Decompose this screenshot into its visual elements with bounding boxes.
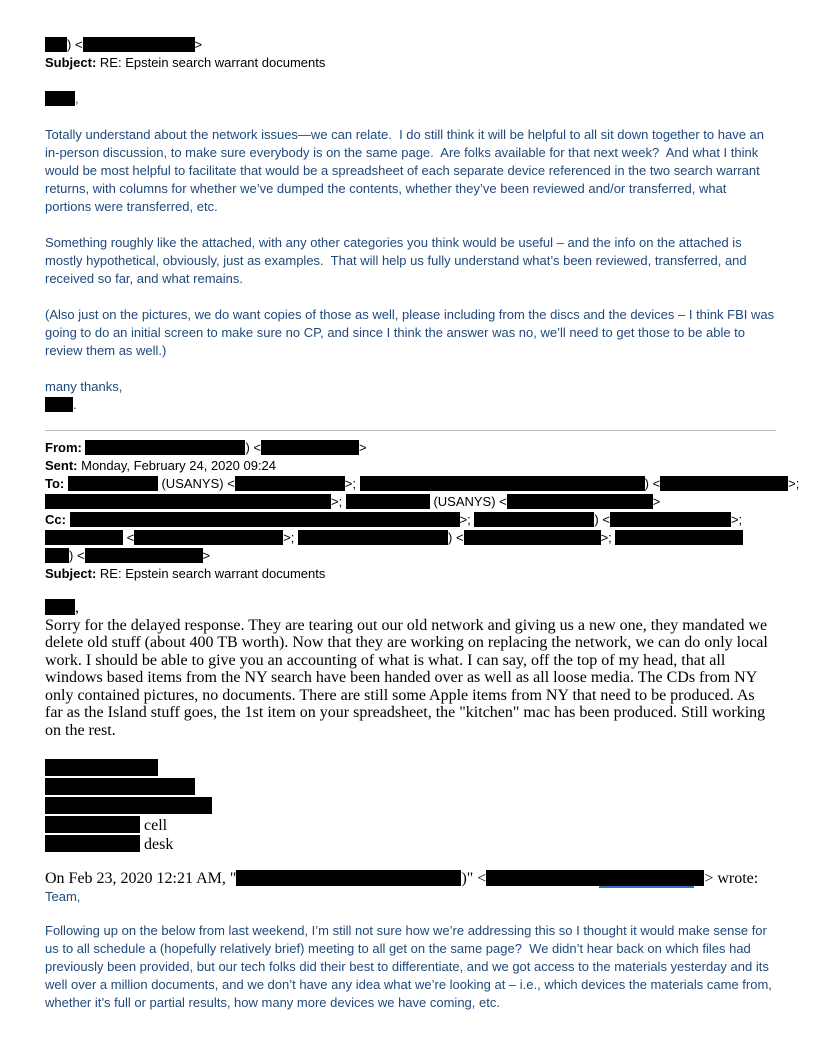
cc-label: Cc:: [45, 512, 70, 527]
signature-line: [45, 759, 776, 778]
signature-block: [45, 759, 776, 854]
text-segment: ) <: [594, 512, 610, 527]
from-label: From:: [45, 440, 86, 455]
subject-line: [45, 54, 776, 72]
quoted-paragraph: Following up on the below from last weekend, I’m still not sure how we’re addressing this so I thought it would make sense for us to all schedule a (hopefully relatively brief) meeting to all get on the same page? We didn’t hear back on which files had previously been provided, but our tech folks did their best to differentiate, and we got access to the materials yesterday and its well over a million documents, and we don’t have any idea what we’re looking at – i.e., which devices the materials came from, whether it’s full or partial results, how many more devices we have coming, etc.: [45, 922, 776, 1010]
text-segment: On Feb 23, 2020 12:21 AM, ": [45, 870, 237, 887]
message-top: [45, 90, 776, 414]
redaction-box: [45, 37, 67, 52]
redaction-box: [85, 548, 203, 563]
quoted-message: [45, 870, 776, 1012]
redaction-box: [235, 476, 345, 491]
redaction-box: [68, 476, 158, 491]
redaction-box: [134, 530, 283, 545]
cell-label: cell: [140, 817, 168, 834]
signature-line: [45, 797, 776, 816]
redaction-box: [346, 494, 430, 509]
redaction-box: [83, 37, 195, 52]
sent-value: Monday, February 24, 2020 09:24: [81, 458, 277, 473]
cc-line-1: [45, 511, 776, 529]
signature-line-desk: [45, 835, 776, 854]
redaction-box: [45, 816, 140, 833]
team-salutation: Team,: [45, 888, 81, 904]
redaction-box: [360, 476, 645, 491]
text-segment: ,: [75, 91, 79, 106]
subject-label: Subject:: [45, 566, 97, 581]
truncated-address-line: [45, 36, 776, 54]
text-segment: >: [194, 37, 203, 52]
redaction-box: [45, 797, 212, 814]
redaction-box: [610, 512, 731, 527]
redaction-box: [45, 759, 158, 776]
redaction-box: [45, 778, 195, 795]
redaction-box: [45, 494, 331, 509]
salutation-line: [45, 599, 776, 617]
paragraph-3: (Also just on the pictures, we do want copies of those as well, please including from the discs and the devices – I think FBI was going to do an initial screen to make sure no CP, and since I think the answer was no, we’ll need to get those to be able to review them as well.): [45, 307, 778, 358]
text-segment: (USANYS) <: [157, 476, 235, 491]
redaction-box: [236, 870, 461, 886]
text-segment: >;: [600, 530, 616, 545]
text-segment: )" <: [461, 870, 487, 887]
text-segment: (USANYS) <: [429, 494, 507, 509]
redaction-box: [45, 530, 123, 545]
text-segment: >;: [459, 512, 475, 527]
quote-intro-line: [45, 870, 776, 888]
redaction-box: [507, 494, 653, 509]
redaction-box: [261, 440, 359, 455]
subject-value: RE: Epstein search warrant documents: [96, 566, 326, 581]
paragraph-1: Totally understand about the network issues—we can relate. I do still think it will be helpful to all sit down together to have an in-person discussion, to make sure everybody is on the same page. Are folks available for that next week? And what I think would be most helpful to facilitate that would be a spreadsheet of each separate device referenced in the two search warrant returns, with columns for whether we’ve dumped the contents, whether they’ve been reviewed and/or transferred, what portions were transferred, etc.: [45, 127, 768, 214]
subject-label: Subject:: [45, 55, 97, 70]
redaction-box: [615, 530, 743, 545]
text-segment: >;: [730, 512, 743, 527]
desk-label: desk: [140, 836, 174, 853]
redaction-box: [45, 397, 73, 412]
salutation-line: [45, 90, 776, 108]
text-segment: >;: [788, 476, 800, 491]
text-segment: > wrote:: [704, 870, 759, 887]
to-line-1: [45, 475, 800, 493]
redaction-box: [85, 440, 245, 455]
reply-header: [45, 439, 800, 583]
redaction-box: [486, 870, 704, 886]
sent-label: Sent:: [45, 458, 82, 473]
text-segment: >;: [283, 530, 299, 545]
subject-value: RE: Epstein search warrant documents: [96, 55, 326, 70]
sent-line: [45, 457, 776, 475]
text-segment: ) <: [644, 476, 661, 491]
text-segment: ) <: [67, 37, 83, 52]
from-line: [45, 439, 776, 457]
reply-subject-line: [45, 565, 776, 583]
text-segment: <: [123, 530, 135, 545]
to-label: To:: [45, 476, 68, 491]
text-segment: >: [202, 548, 211, 563]
redaction-box: [660, 476, 788, 491]
closing-line: many thanks,: [45, 379, 123, 394]
redaction-box: [45, 599, 75, 615]
signature-line: [45, 778, 776, 797]
redaction-box: [298, 530, 448, 545]
signoff-line: [45, 396, 776, 414]
redaction-box: [464, 530, 601, 545]
redaction-box: [45, 91, 75, 106]
text-segment: ,: [75, 599, 79, 616]
message-reply: [45, 599, 776, 854]
redaction-box: [474, 512, 594, 527]
to-line-2: [45, 493, 776, 511]
redaction-box: [70, 512, 460, 527]
reply-body-paragraph: Sorry for the delayed response. They are tearing out our old network and giving us a new one, they mandated we delete old stuff (about 400 TB worth). Now that they are working on replacing the network, we can do only local work. I should be able to give you an accounting of what is what. I can say, off the top of my head, that all windows based items from the NY search have been handed over as well as all loose media. The CDs from NY only contained pictures, no documents. There are still some Apple items from NY that need to be produced. As far as the Island stuff goes, the 1st item on your spreadsheet, the "kitchen" mac has been produced. Still working on the rest.: [45, 616, 772, 739]
cc-line-3: [45, 547, 776, 565]
text-segment: >;: [331, 494, 346, 509]
text-segment: >: [359, 440, 367, 455]
signature-line-cell: [45, 816, 776, 835]
redaction-box: [45, 835, 140, 852]
paragraph-2: Something roughly like the attached, with any other categories you think would be useful – and the info on the attached is mostly hypothetical, obviously, just as examples. That will help us fully understand what’s been reviewed, transferred, and received so far, and what remains.: [45, 235, 751, 286]
text-segment: ) <: [245, 440, 261, 455]
text-segment: ) <: [69, 548, 85, 563]
cc-line-2: [45, 529, 776, 547]
separator-rule: [45, 430, 776, 431]
text-segment: .: [73, 397, 77, 412]
text-segment: >;: [344, 476, 360, 491]
redaction-box: [45, 548, 69, 563]
text-segment: >: [652, 494, 661, 509]
text-segment: ) <: [448, 530, 464, 545]
